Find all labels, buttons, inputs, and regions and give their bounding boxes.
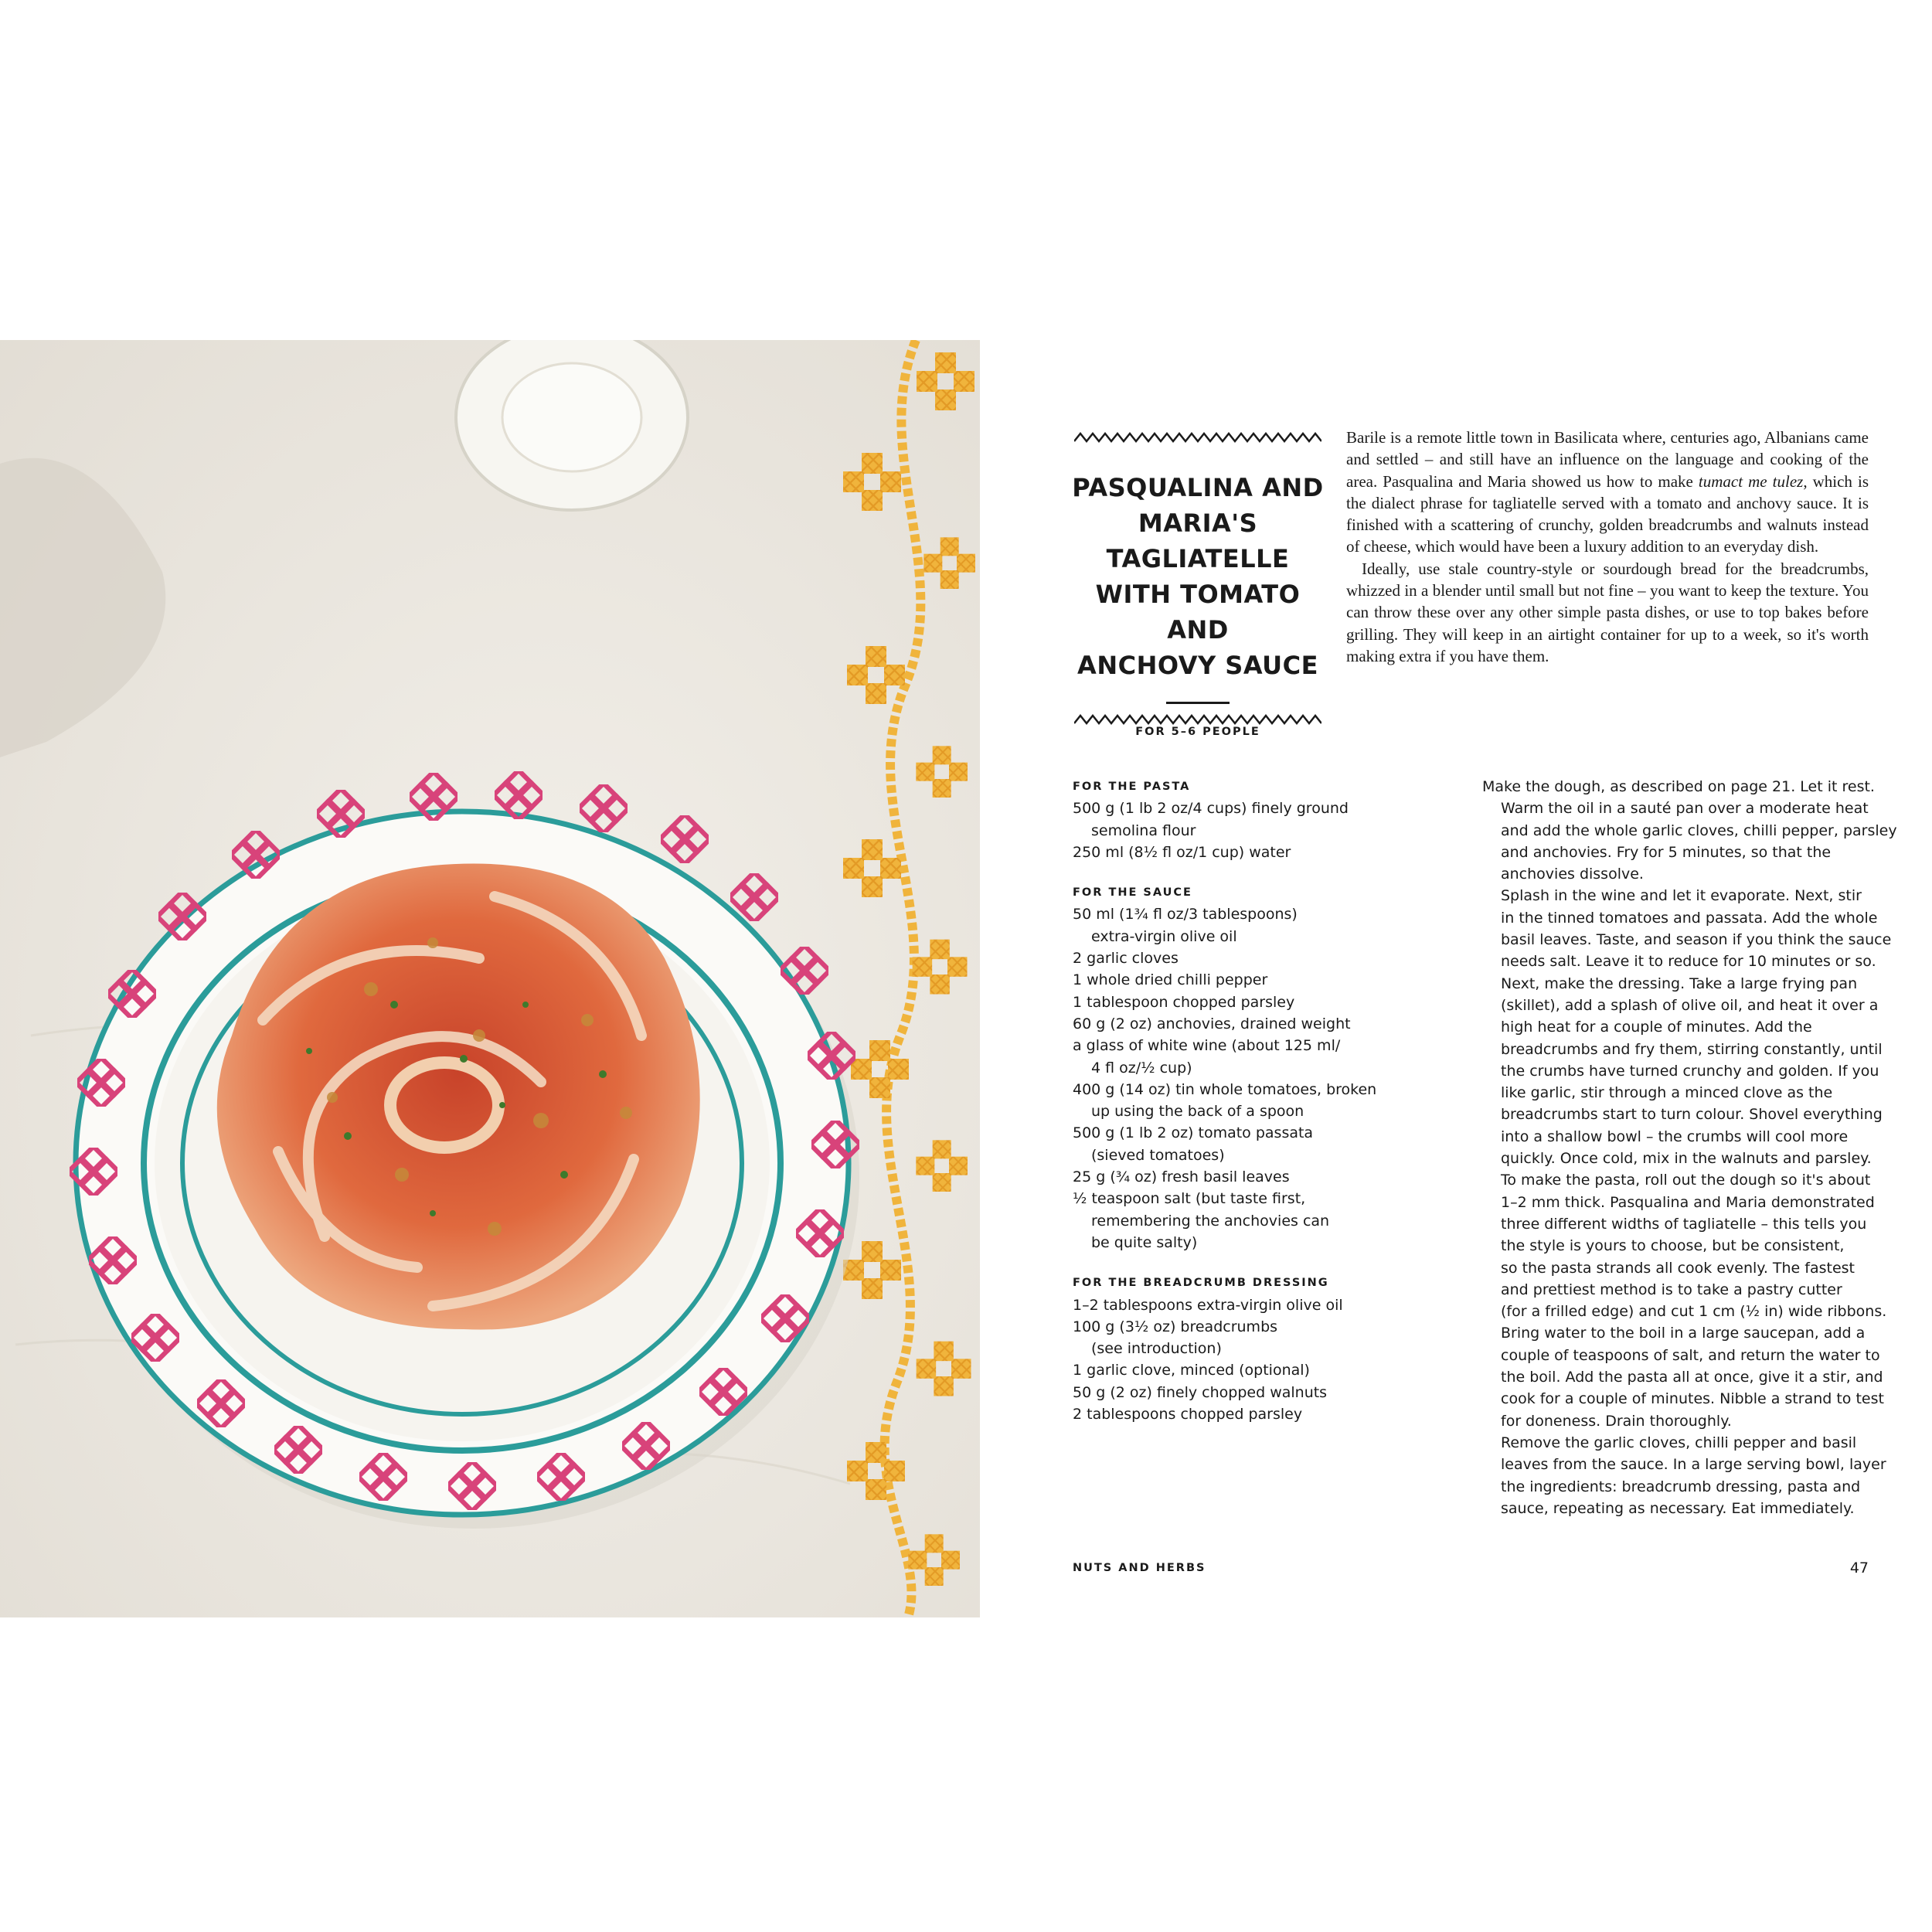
intro-paragraph-1: Barile is a remote little town in Basilicata where, centuries ago, Albanians came and settled – and still have an influence on the language and cooking of the area. Pasqualina and Maria showed us how to make tumact me tulez, which is the dialect phrase for tagliatelle served with a tomato and anchovy sauce. It is finished with a scattering of crunchy, golden breadcrumbs and walnuts instead of cheese, which would have been a luxury addition to an everyday dish.	[1346, 428, 1869, 556]
method-line: Splash in the wine and let it evaporate. Next, stir	[1501, 887, 1862, 905]
method-line: quickly. Once cold, mix in the walnuts and parsley.	[1501, 1150, 1872, 1168]
ingredient-line: 25 g (¾ oz) fresh basil leaves	[1073, 1168, 1290, 1186]
method-line: leaves from the sauce. In a large serving bowl, layer	[1501, 1456, 1886, 1474]
ingredient-line: 1 whole dried chilli pepper	[1073, 971, 1268, 989]
method-line: Make the dough, as described on page 21. Let it rest.	[1482, 778, 1875, 795]
method-line: couple of teaspoons of salt, and return the water to	[1501, 1346, 1880, 1364]
recipe-title: PASQUALINA AND MARIA'S TAGLIATELLE WITH TOMATO AND ANCHOVY SAUCE	[1072, 473, 1324, 680]
method-line: and anchovies. Fry for 5 minutes, so that the	[1501, 843, 1832, 861]
ingredient-line: 2 tablespoons chopped parsley	[1073, 1406, 1303, 1423]
ingredient-line: remembering the anchovies can	[1091, 1212, 1330, 1230]
method-line: like garlic, stir through a minced clove as the	[1501, 1084, 1833, 1102]
method-line: into a shallow bowl – the crumbs will cool more	[1501, 1128, 1849, 1145]
ingredient-group-heading: FOR THE PASTA	[1073, 781, 1191, 793]
ingredient-group-heading: FOR THE BREADCRUMB DRESSING	[1073, 1277, 1329, 1290]
ingredient-line: 50 g (2 oz) finely chopped walnuts	[1073, 1383, 1328, 1401]
ingredient-line: 50 ml (1¾ fl oz/3 tablespoons)	[1073, 906, 1298, 923]
serves-label: FOR 5–6 PEOPLE	[1135, 726, 1260, 738]
ingredient-line: 1 tablespoon chopped parsley	[1073, 993, 1295, 1011]
pasta	[217, 864, 700, 1330]
method-line: and prettiest method is to take a pastry cutter	[1501, 1281, 1842, 1298]
ingredient-line: 500 g (1 lb 2 oz/4 cups) finely ground	[1073, 800, 1349, 818]
method-line: basil leaves. Taste, and season if you think the sauce	[1501, 931, 1892, 949]
method-line: and add the whole garlic cloves, chilli pepper, parsley	[1501, 821, 1897, 839]
ingredient-line: 1–2 tablespoons extra-virgin olive oil	[1073, 1296, 1343, 1314]
method-line: breadcrumbs and fry them, stirring constantly, until	[1501, 1040, 1883, 1058]
ingredient-line: (sieved tomatoes)	[1091, 1146, 1225, 1164]
method-steps	[1482, 776, 1897, 1519]
section-name: NUTS AND HERBS	[1073, 1562, 1206, 1574]
method-line: in the tinned tomatoes and passata. Add the whole	[1501, 909, 1878, 927]
ingredient-line: semolina flour	[1091, 821, 1196, 839]
method-line: the crumbs have turned crunchy and golden. If you	[1501, 1062, 1879, 1080]
method-line: To make the pasta, roll out the dough so it's about	[1501, 1172, 1871, 1189]
method-line: high heat for a couple of minutes. Add the	[1501, 1019, 1812, 1036]
ingredient-line: up using the back of a spoon	[1091, 1103, 1304, 1121]
method-line: Remove the garlic cloves, chilli pepper and basil	[1501, 1434, 1857, 1451]
method-line: sauce, repeating as necessary. Eat immediately.	[1501, 1499, 1855, 1517]
dish-photograph	[0, 340, 980, 1617]
ingredient-line: 4 fl oz/½ cup)	[1091, 1059, 1192, 1077]
method-line: Next, make the dressing. Take a large frying pan	[1501, 975, 1858, 992]
method-line: the boil. Add the pasta all at once, give it a stir, and	[1501, 1369, 1883, 1386]
ingredient-line: 400 g (14 oz) tin whole tomatoes, broken	[1073, 1080, 1377, 1098]
ingredient-line: 100 g (3½ oz) breadcrumbs	[1073, 1318, 1278, 1335]
ingredients-list	[1073, 776, 1382, 1444]
ingredient-line: extra-virgin olive oil	[1091, 927, 1237, 945]
ingredient-line: 2 garlic cloves	[1073, 950, 1179, 968]
method-line: for doneness. Drain thoroughly.	[1501, 1412, 1732, 1430]
page-number: 47	[1849, 1560, 1869, 1577]
title-divider	[1166, 702, 1230, 704]
method-line: (skillet), add a splash of olive oil, and heat it over a	[1501, 996, 1879, 1014]
method-line: cook for a couple of minutes. Nibble a strand to test	[1501, 1390, 1884, 1408]
recipe-header	[1070, 470, 1325, 738]
intro-paragraph-2: Ideally, use stale country-style or sourdough bread for the breadcrumbs, whizzed in a blender until small but not fine – you want to keep the texture. You can throw these over any other simple pasta dishes, or use to top bakes before grilling. They will keep in an airtight container for up to a week, so it's worth making extra if you have them.	[1346, 559, 1869, 665]
ingredient-line: a glass of white wine (about 125 ml/	[1073, 1037, 1341, 1055]
ingredient-line: 60 g (2 oz) anchovies, drained weight	[1073, 1015, 1351, 1032]
method-line: breadcrumbs start to turn colour. Shovel everything	[1501, 1106, 1883, 1124]
method-line: so the pasta strands all cook evenly. The fastest	[1501, 1259, 1855, 1277]
method-line: the ingredients: breadcrumb dressing, pasta and	[1501, 1478, 1861, 1495]
ingredient-group	[1073, 882, 1382, 1253]
method-line: 1–2 mm thick. Pasqualina and Maria demonstrated	[1501, 1193, 1875, 1211]
recipe-introduction	[1346, 427, 1869, 667]
method-line: Bring water to the boil in a large saucepan, add a	[1501, 1325, 1866, 1342]
dialect-phrase: tumact me tulez	[1698, 471, 1804, 491]
ingredient-group	[1073, 776, 1382, 863]
ingredient-line: be quite salty)	[1091, 1233, 1198, 1251]
ingredient-line: 1 garlic clove, minced (optional)	[1073, 1362, 1310, 1379]
ingredient-group	[1073, 1272, 1382, 1425]
method-line: (for a frilled edge) and cut 1 cm (½ in) wide ribbons.	[1501, 1303, 1887, 1321]
ingredient-line: 500 g (1 lb 2 oz) tomato passata	[1073, 1124, 1314, 1142]
ingredient-line: (see introduction)	[1091, 1340, 1222, 1358]
zigzag-rule-bottom	[1074, 711, 1321, 728]
method-line: three different widths of tagliatelle – this tells you	[1501, 1215, 1867, 1233]
method-line: needs salt. Leave it to reduce for 10 minutes or so.	[1501, 953, 1876, 971]
method-line: Warm the oil in a sauté pan over a moderate heat	[1501, 800, 1869, 818]
zigzag-rule-top	[1074, 429, 1321, 446]
ingredient-line: 250 ml (8½ fl oz/1 cup) water	[1073, 843, 1291, 861]
ingredient-line: ½ teaspoon salt (but taste first,	[1073, 1190, 1306, 1208]
method-line: anchovies dissolve.	[1501, 866, 1644, 883]
ingredient-group-heading: FOR THE SAUCE	[1073, 886, 1192, 900]
method-line: the style is yours to choose, but be consistent,	[1501, 1237, 1845, 1255]
